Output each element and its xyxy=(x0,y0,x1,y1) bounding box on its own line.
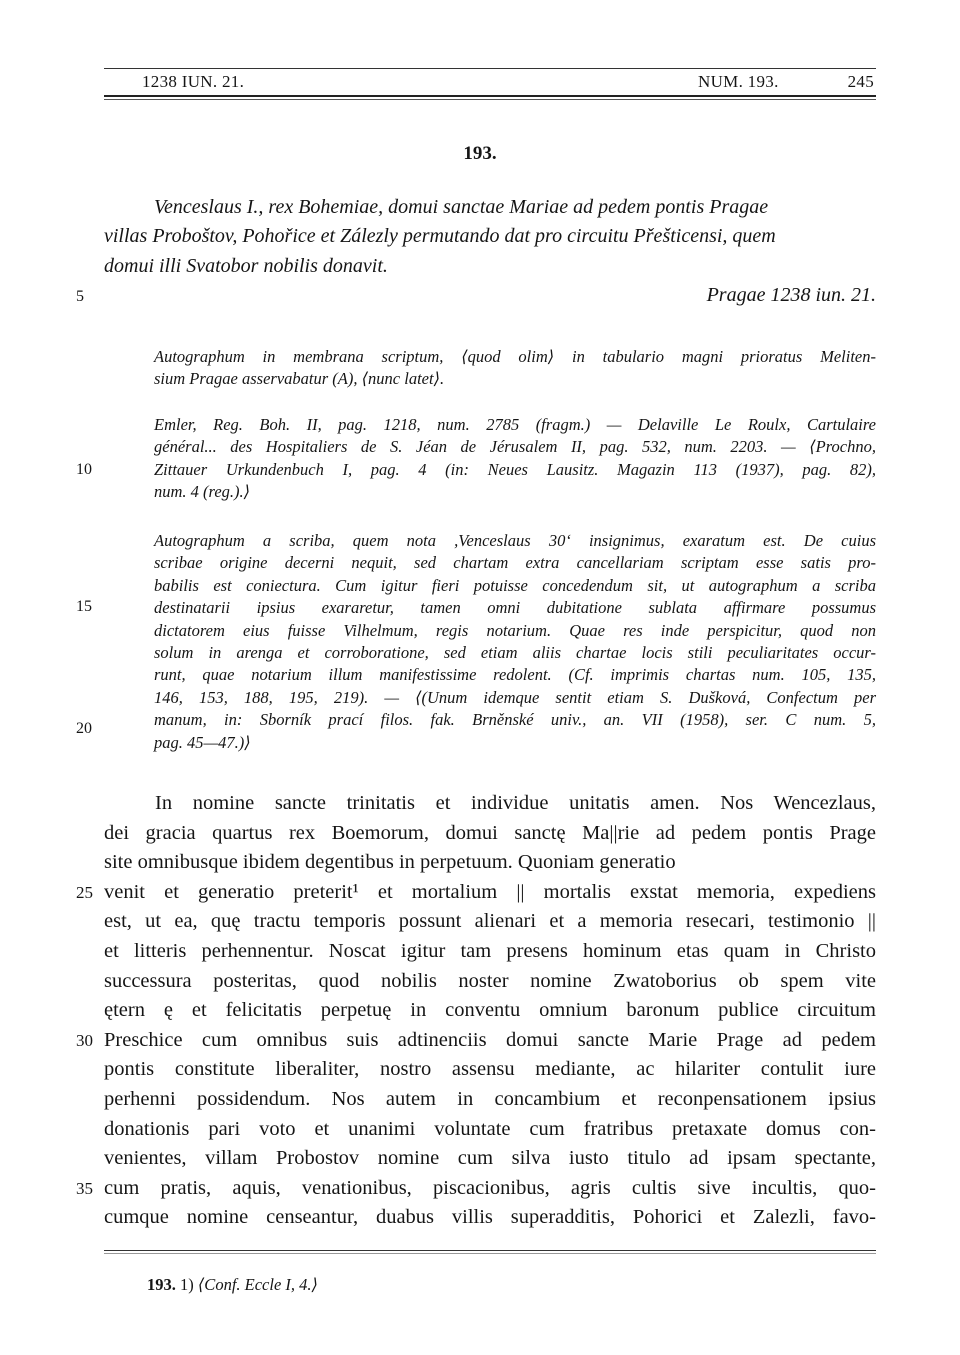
charter-text xyxy=(104,789,876,1233)
commentary-line: runt, quae notarium illum manifestissime redolent. (Cf. imprimis chartas num. 105, 135, xyxy=(154,665,876,685)
line-number: 35 xyxy=(76,1179,93,1198)
tradition-paragraph xyxy=(154,346,876,391)
text-line: dei gracia quartus rex Boemorum, domui sanctę Ma||rie ad pedem pontis Prage xyxy=(104,821,876,844)
editions-line: Emler, Reg. Boh. II, pag. 1218, num. 2785 (fragm.) — Delaville Le Roulx, Cartulaire xyxy=(154,415,876,434)
line-number: 30 xyxy=(76,1031,93,1050)
editions-line: num. 4 (reg.).⟩ xyxy=(154,482,251,502)
footnote-ref: 193. xyxy=(147,1275,176,1294)
dateline: Pragae 1238 iun. 21. xyxy=(706,284,876,306)
text-line: site omnibusque ibidem degentibus in perpetuum. Quoniam generatio xyxy=(104,851,676,874)
regest-line: domui illi Svatobor nobilis donavit. xyxy=(104,255,388,277)
document-number: 193. xyxy=(463,143,497,164)
commentary-line: 146, 153, 188, 195, 219). — ⟨(Unum idemque sentit etiam S. Dušková, Confectum per xyxy=(154,687,876,707)
footnote-text: ⟨Conf. Eccle I, 4.⟩ xyxy=(197,1275,318,1294)
header-rule xyxy=(104,68,876,69)
footnote-mark: 1) xyxy=(180,1275,194,1294)
footnote-rule-thin xyxy=(104,1253,876,1254)
text-line: venientes, villam Probostov nomine cum silva iusto titulo ad ipsam spectante, xyxy=(104,1147,876,1170)
header-rule-thin xyxy=(104,99,876,100)
commentary-line: Autographum a scriba, quem nota ,Venceslaus 30‘ insignimus, exaratum est. De cuius xyxy=(154,531,876,550)
text-line: successura posteritas, quod nobilis noster nomine Zwatoborius ob spem vite xyxy=(104,969,876,992)
commentary-paragraph xyxy=(154,530,876,754)
line-number: 10 xyxy=(76,461,92,478)
header-num: NUM. 193. xyxy=(698,72,779,91)
text-line: pontis constitute liberaliter, nostro assensu mediante, ac hilariter contulit iure xyxy=(104,1058,876,1081)
line-number: 5 xyxy=(76,288,84,305)
text-line: cum pratis, aquis, venationibus, piscacionibus, agris cultis sive incultis, quo- xyxy=(104,1176,876,1199)
footnote-rule xyxy=(104,1250,876,1251)
editions-paragraph xyxy=(154,414,876,504)
text-line: Preschice cum omnibus suis adtinenciis domui sancte Marie Prage ad pedem xyxy=(104,1028,876,1051)
line-number: 15 xyxy=(76,598,92,615)
text-line: cumque nomine censeantur, duabus villis superadditis, Pohorici et Zalezli, favo- xyxy=(104,1206,876,1229)
header-date: 1238 IUN. 21. xyxy=(142,72,245,91)
editions-line: général... des Hospitaliers de S. Jéan de Jérusalem II, pag. 532, num. 2203. — ⟨Prochno, xyxy=(154,437,876,457)
regest-text: Venceslaus I., rex Bohemiae, domui sanctae Mariae ad pedem pontis Pragae xyxy=(154,196,769,218)
footnote xyxy=(147,1275,318,1295)
text-line: In nomine sancte trinitatis et individue unitatis amen. Nos Wencezlaus, xyxy=(155,792,876,814)
text-line: donationis pari voto et unanimi voluntate cum fratribus pretaxate domus con- xyxy=(104,1117,876,1140)
commentary-line: scribae origine decerni nequit, sed chartam extra cancellariam scriptam esse satis pro- xyxy=(154,553,876,573)
page-number: 245 xyxy=(847,72,874,91)
commentary-line: pag. 45—47.)⟩ xyxy=(154,732,251,752)
editions-line: Zittauer Urkundenbuch I, pag. 4 (in: Neues Lausitz. Magazin 113 (1937), pag. 82), xyxy=(154,459,876,479)
commentary-line: dictatorem eius fuisse Vilhelmum, regis notarium. Quae res inde perspicitur, quod non xyxy=(154,620,876,640)
commentary-line: solum in arenga et corroboratione, sed etiam aliis chartae locis stili peculiaritates occur- xyxy=(154,643,876,663)
running-header xyxy=(104,72,876,96)
line-number: 20 xyxy=(76,720,92,737)
text-line: ętern ę et felicitatis perpetuę in conventu omnium baronum publice circuitum xyxy=(104,999,876,1022)
tradition-line: sium Pragae asservabatur (A), ⟨nunc latet⟩. xyxy=(154,369,445,389)
commentary-line: destinatarii ipsius exararetur, tamen omni dubitatione sublata affirmare possumus xyxy=(154,598,876,618)
text-line: perhenni possidendum. Nos autem in concambium et reconpensationem ipsius xyxy=(104,1087,876,1110)
line-number: 25 xyxy=(76,883,93,902)
text-line: venit et generatio preterit¹ et mortalium || mortalis exstat memoria, expediens xyxy=(104,880,876,903)
regest-line xyxy=(104,193,876,223)
commentary-line: manum, in: Sborník prací filos. fak. Brněnské univ., an. VII (1958), ser. C num. 5, xyxy=(154,710,876,730)
text-line: et litteris perhennentur. Noscat igitur tam presens hominum etas quam in Christo xyxy=(104,939,876,962)
tradition-line: Autographum in membrana scriptum, ⟨quod olim⟩ in tabulario magni prioratus Meliten- xyxy=(154,347,876,366)
text-line: est, ut ea, quę tractu temporis possunt alienari et a memoria resecari, testimonio || xyxy=(104,910,876,933)
header-rule-thick xyxy=(104,95,876,97)
regest-line: villas Proboštov, Pohořice et Zálezly permutando dat pro circuitu Přešticensi, quem xyxy=(104,225,776,247)
commentary-line: babilis est coniectura. Cum igitur fieri potuisse concedendum sit, ut autographum a scriba xyxy=(154,575,876,595)
